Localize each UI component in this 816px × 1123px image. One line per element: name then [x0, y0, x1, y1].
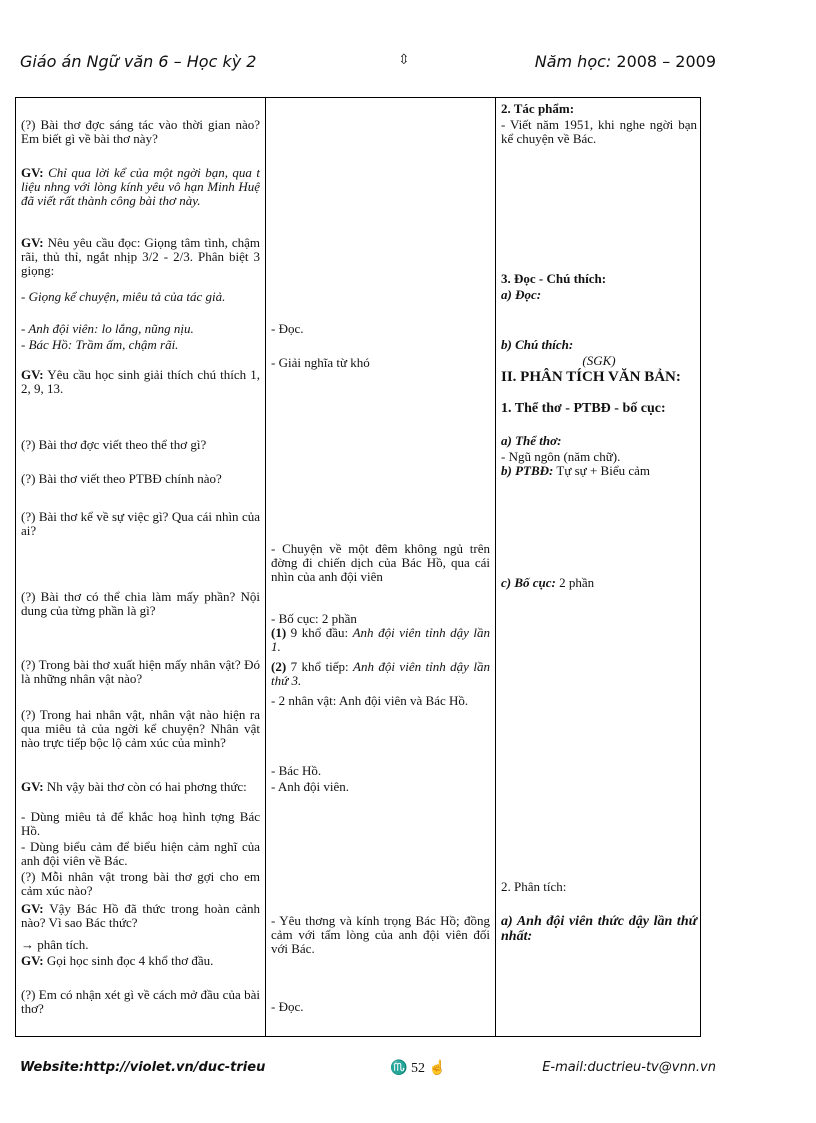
header-year-label: Năm học:: [534, 52, 612, 71]
gv-text: Yêu cầu học sinh giải thích chú thích 1, 2, 9, 13.: [21, 367, 261, 396]
work-text: - Viết năm 1951, khi nghe ngời bạn kể chuyện về Bác.: [501, 117, 697, 146]
uncle-ho: - Bác Hồ.: [271, 763, 322, 778]
layout-parts: - Bố cục: 2 phần: [271, 611, 357, 626]
gv-note-5: [21, 902, 260, 930]
question-9: (?) Em có nhận xét gì về cách mở đầu của bài thơ?: [21, 987, 260, 1016]
layout-label: c) Bố cục:: [501, 575, 556, 590]
soldier-wake-first: a) Anh đội viên thức dậy lần thứ nhất:: [501, 914, 697, 944]
gv-label: GV:: [21, 235, 44, 250]
student-activity-column: [266, 98, 496, 1036]
expression-mode: [501, 464, 697, 478]
teacher-activity-column: [16, 98, 266, 1036]
page-footer: [20, 1060, 716, 1080]
form-subtitle: a) Thể thơ:: [501, 433, 562, 448]
header-symbol-icon: ⇳: [398, 53, 410, 68]
method-2: - Dùng biểu cảm để biểu hiện cảm nghĩ của anh đội viên về Bác.: [21, 839, 260, 868]
gv-note-6: [21, 954, 260, 968]
footer-page: [390, 1060, 446, 1077]
page-ornament-icon: ♏: [390, 1061, 408, 1076]
method-1: - Dùng miêu tả để khắc hoạ hình tợng Bác Hồ.: [21, 809, 260, 838]
gv-label: GV:: [21, 165, 44, 180]
gv-text: Nêu yêu cầu đọc: Giọng tâm tình, chậm rãi, thủ thỉ, ngắt nhịp 3/2 - 2/3. Phân biệt 3 giọng:: [21, 235, 260, 278]
gv-label: GV:: [21, 901, 44, 916]
gv-text: Vậy Bác Hồ đã thức trong hoàn cảnh nào? Vì sao Bác thức?: [21, 901, 260, 930]
gv-label: GV:: [21, 779, 44, 794]
soldier: - Anh đội viên.: [271, 779, 349, 794]
lesson-table: [15, 97, 701, 1037]
arrow-analysis: → phân tích.: [21, 937, 89, 952]
footer-website: Website:http://violet.vn/duc-trieu: [20, 1060, 266, 1075]
gv-text: Chỉ qua lời kể của một ngời bạn, qua t liệu nhng với lòng kính yêu vô hạn Minh Huệ đã viết rất thành công bài thơ này.: [21, 165, 260, 208]
question-1: (?) Bài thơ đợc sáng tác vào thời gian nào? Em biết gì về bài thơ này?: [21, 117, 260, 146]
gv-note-1: [21, 166, 260, 208]
expression-text: Tự sự + Biểu cảm: [553, 463, 651, 478]
part-number: (2): [271, 659, 287, 674]
hand-pointer-icon: ☝: [428, 1061, 446, 1076]
expression-label: b) PTBĐ:: [501, 463, 554, 478]
question-2: (?) Bài thơ đợc viết theo thể thơ gì?: [21, 437, 207, 452]
part-2: [271, 660, 490, 688]
read-annotate-title: 3. Đọc - Chú thích:: [501, 271, 607, 286]
layout-summary: [501, 576, 697, 590]
gv-note-2: [21, 236, 260, 278]
part-text: Anh đội viên tỉnh dậy lần thứ 3.: [271, 659, 490, 688]
story-summary: - Chuyện về một đêm không ngủ trên đờng đi chiến dịch của Bác Hồ, qua cái nhìn của anh đội viên: [271, 541, 490, 584]
footer-email: E-mail:ductrieu-tv@vnn.vn: [542, 1060, 716, 1075]
gv-label: GV:: [21, 953, 44, 968]
header-school-year: [535, 52, 716, 71]
page-header: [20, 52, 716, 76]
question-8: (?) Mỗi nhân vật trong bài thơ gợi cho em cảm xúc nào?: [21, 869, 260, 898]
voice-3: - Bác Hồ: Trầm ấm, chậm rãi.: [21, 337, 179, 352]
form-title: 1. Thể thơ - PTBĐ - bố cục:: [501, 401, 666, 416]
voice-1: - Giọng kể chuyện, miêu tả của tác giả.: [21, 289, 226, 304]
read-2: - Đọc.: [271, 999, 304, 1014]
sgk-note: (SGK): [582, 353, 616, 368]
question-5: (?) Bài thơ có thể chia làm mấy phần? Nội dung của từng phần là gì?: [21, 589, 260, 618]
characters: - 2 nhân vật: Anh đội viên và Bác Hồ.: [271, 693, 469, 708]
lesson-content-column: [496, 98, 702, 1036]
part-label: 7 khổ tiếp:: [286, 659, 354, 674]
header-title: Giáo án Ngữ văn 6 – Học kỳ 2: [20, 52, 257, 71]
question-7: (?) Trong hai nhân vật, nhân vật nào hiện ra qua miêu tả của ngời kể chuyện? Nhân vật nào trực tiếp bộc lộ cảm xúc của mình?: [21, 707, 260, 750]
form-text: - Ngũ ngôn (năm chữ).: [501, 449, 621, 464]
work-title: 2. Tác phẩm:: [501, 101, 575, 116]
gv-note-4: [21, 780, 260, 794]
read-subtitle: a) Đọc:: [501, 287, 542, 302]
header-year-value: 2008 – 2009: [616, 52, 716, 71]
read-1: - Đọc.: [271, 321, 304, 336]
annotation-subtitle: b) Chú thích:: [501, 337, 574, 352]
analysis-title: II. PHÂN TÍCH VĂN BẢN:: [501, 369, 681, 385]
gv-text: Gọi học sinh đọc 4 khổ thơ đầu.: [46, 953, 214, 968]
analysis-subtitle: 2. Phân tích:: [501, 879, 567, 894]
page-number: 52: [410, 1061, 425, 1076]
part-text: Anh đội viên tỉnh dậy lần 1.: [271, 625, 490, 654]
gv-label: GV:: [21, 367, 44, 382]
part-label: 9 khổ đầu:: [286, 625, 353, 640]
question-6: (?) Trong bài thơ xuất hiện mấy nhân vật? Đó là những nhân vật nào?: [21, 657, 260, 686]
question-3: (?) Bài thơ viết theo PTBĐ chính nào?: [21, 471, 222, 486]
feelings: - Yêu thơng và kính trọng Bác Hồ; đồng cảm với tấm lòng của anh đội viên đối với Bác.: [271, 913, 490, 956]
gv-text: Nh vậy bài thơ còn có hai phơng thức:: [46, 779, 247, 794]
layout-text: 2 phần: [555, 575, 595, 590]
question-4: (?) Bài thơ kể về sự việc gì? Qua cái nhìn của ai?: [21, 509, 260, 538]
gv-note-3: [21, 368, 260, 396]
part-1: [271, 626, 490, 654]
voice-2: - Anh đội viên: lo lắng, nũng nịu.: [21, 321, 194, 336]
part-number: (1): [271, 625, 287, 640]
explain-words: - Giải nghĩa từ khó: [271, 355, 370, 370]
